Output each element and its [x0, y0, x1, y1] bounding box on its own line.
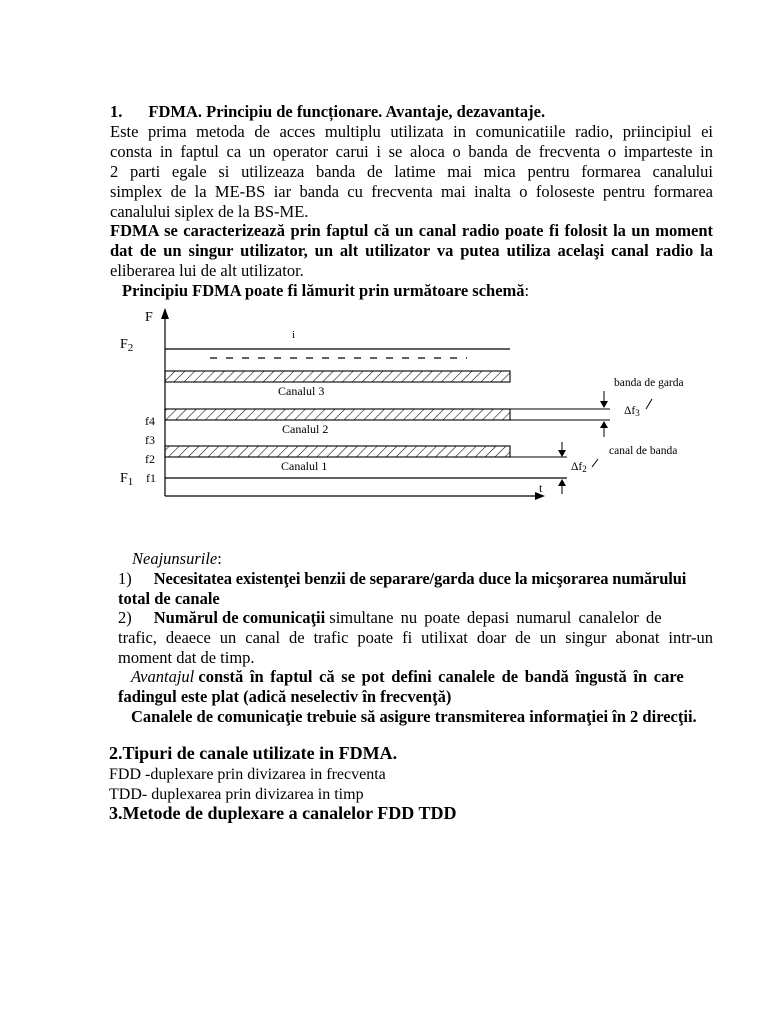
intro-line-1: Este prima metoda de acces multiplu utilizata in comunicatiile radio, priincipiul ei — [110, 122, 713, 141]
guard-band-f1-f2 — [165, 446, 510, 457]
delta-f3-main: Δf — [624, 405, 636, 417]
neajuns-item-2-rest: simultane nu poate depasi numarul canalelor de — [329, 608, 662, 627]
label-F2-main: F — [120, 337, 128, 352]
neajunsuri-title: Neajunsurile — [132, 549, 218, 568]
delta-f2-label — [571, 461, 587, 474]
guard-band-top — [165, 371, 510, 382]
y-axis-arrow — [161, 308, 169, 319]
delta-f3-tick — [646, 399, 652, 409]
avantaj-line-3: Canalele de comunicaţie trebuie să asigure transmiterea informaţiei în 2 direcţii. — [131, 707, 697, 726]
section-3-title: 3.Metode de duplexare a canalelor FDD TDD — [109, 803, 457, 823]
channel-2-label: Canalul 2 — [282, 422, 329, 436]
avantaj-line-1 — [131, 667, 713, 687]
avantaj-line-2: fadingul este plat (adică neselectiv în frecvenţă) — [118, 687, 452, 706]
fdma-diagram — [112, 305, 732, 515]
neajunsuri-heading — [132, 549, 735, 569]
band-arrowhead-down — [558, 450, 566, 457]
label-F2 — [120, 337, 133, 354]
channel-1-label: Canalul 1 — [281, 459, 328, 473]
delta-f3-label — [624, 405, 640, 418]
neajuns-item-2-line-3: moment dat de timp. — [118, 648, 255, 667]
label-f4: f4 — [145, 414, 155, 428]
x-axis-label: t — [539, 481, 543, 495]
section-2-title: 2.Tipuri de canale utilizate in FDMA. — [109, 743, 398, 763]
schema-intro — [122, 281, 725, 301]
label-F2-sub: 2 — [127, 342, 134, 354]
neajuns-item-1-text: Necesitatea existenţei benzii de separare/garda duce la micşorarea numărului — [153, 569, 687, 588]
neajuns-item-2-bold: Numărul de comunicaţii — [153, 608, 326, 627]
schema-intro-colon: : — [524, 281, 530, 300]
neajuns-item-2-num: 2) — [118, 608, 132, 627]
label-f3: f3 — [145, 433, 155, 447]
section-1-heading — [110, 102, 713, 122]
section-1-number: 1. — [110, 102, 123, 121]
label-F1 — [120, 471, 133, 488]
neajuns-item-1-line-1 — [118, 569, 713, 589]
delta-f2-sub: 2 — [582, 464, 587, 474]
intro-line-5: canalului siplex de la BS-ME. — [110, 202, 309, 221]
delta-f2-main: Δf — [571, 461, 583, 473]
guard-band-f3-f4 — [165, 409, 510, 420]
neajuns-item-1-line-2: total de canale — [118, 589, 220, 608]
neajunsuri-colon: : — [217, 549, 222, 568]
label-f1: f1 — [146, 471, 156, 485]
fdma-def-line-1: FDMA se caracterizează prin faptul că un canal radio poate fi folosit la un moment — [110, 221, 713, 240]
fdma-def-line-3: eliberarea lui de alt utilizator. — [110, 261, 304, 280]
delta-f2-tick — [592, 459, 598, 467]
fdma-def-line-2: dat de un singur utilizator, un alt utilizator va putea utiliza acelaşi canal radio la — [110, 241, 713, 260]
label-f2: f2 — [145, 452, 155, 466]
neajuns-item-1-num: 1) — [118, 569, 132, 588]
avantaj-word: Avantajul — [131, 667, 195, 686]
banda-garda-label: banda de garda — [614, 377, 684, 389]
neajuns-item-2-line-2: trafic, deaece un canal de trafic poate fi utilixat doar de un singur abonat intr-un — [118, 628, 713, 647]
delta-f3-sub: 3 — [635, 408, 640, 418]
intro-line-4: simplex de la ME-BS iar banda cu frecventa mai inalta o foloseste pentru formarea — [110, 182, 713, 201]
intro-line-2: consta in faptul ca un operator carui i se aloca o banda de frecventa o imparteste in — [110, 142, 713, 161]
guard-arrowhead-up — [600, 421, 608, 428]
canal-banda-label: canal de banda — [609, 445, 678, 457]
channel-3-label: Canalul 3 — [278, 384, 325, 398]
section-2-fdd: FDD -duplexare prin divizarea in frecventa — [109, 766, 386, 783]
guard-arrowhead-down — [600, 401, 608, 408]
intro-line-3: 2 parti egale si utilizeaza banda de latime mai mica pentru formarea canalului — [110, 162, 713, 181]
y-axis-label: F — [145, 310, 153, 325]
section-2-tdd: TDD- duplexarea prin divizarea in timp — [109, 786, 364, 803]
band-arrowhead-up — [558, 479, 566, 486]
avantaj-line-1-rest: constă în faptul că se pot defini canalele de bandă îngustă în care — [198, 667, 684, 686]
schema-intro-text: Principiu FDMA poate fi lămurit prin următoare schemă — [122, 281, 525, 300]
neajuns-item-2-line-1 — [118, 608, 713, 628]
label-F1-main: F — [120, 471, 128, 486]
section-1-title: FDMA. Principiu de funcționare. Avantaje, dezavantaje. — [148, 102, 546, 121]
label-F1-sub: 1 — [127, 476, 134, 488]
label-i: i — [292, 329, 296, 341]
